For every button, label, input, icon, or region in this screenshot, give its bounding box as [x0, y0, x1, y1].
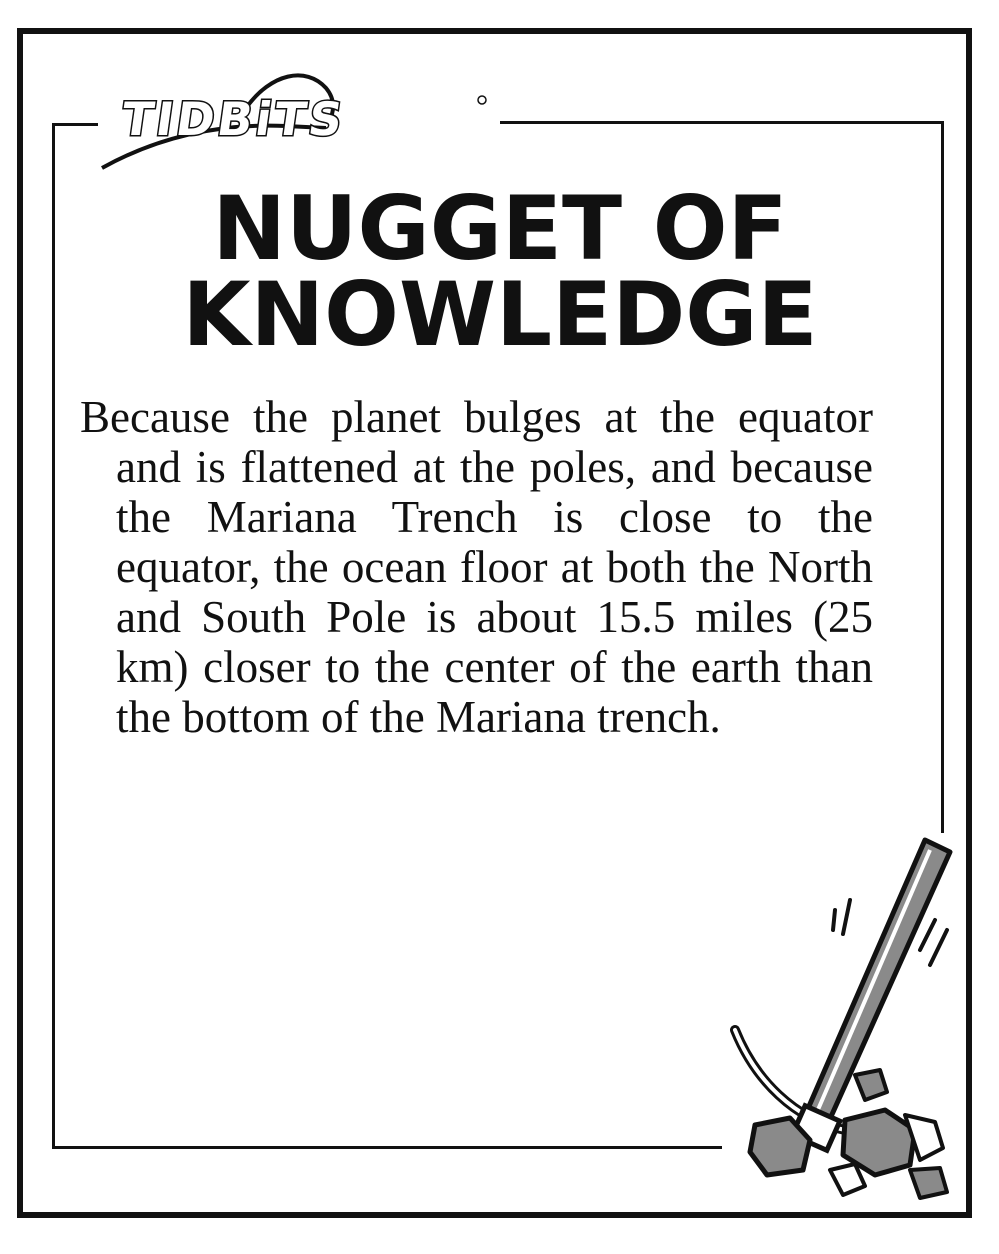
inner-frame-left [52, 123, 55, 1149]
fact-text: Because the planet bulges at the equator and is flattened at the poles, and because the Mariana Trench is close to the equator, the ocean floor at both the North and South Pole is about 15.5 miles (25 km) closer to the center of the earth than the bottom of the Mariana trench. [80, 392, 873, 742]
inner-frame-top-left [52, 123, 98, 126]
headline-line-2: KNOWLEDGE [182, 263, 818, 366]
headline-line-1: NUGGET OF [212, 177, 788, 280]
headline [70, 177, 930, 366]
pickaxe-illustration [715, 830, 965, 1210]
tidbits-logo [96, 68, 496, 178]
inner-frame-right [941, 121, 944, 833]
inner-frame-bottom [52, 1146, 722, 1149]
inner-frame-top-right [500, 121, 944, 124]
pickaxe-icon [715, 830, 965, 1210]
logo-text: TIDBiTS [118, 92, 349, 146]
